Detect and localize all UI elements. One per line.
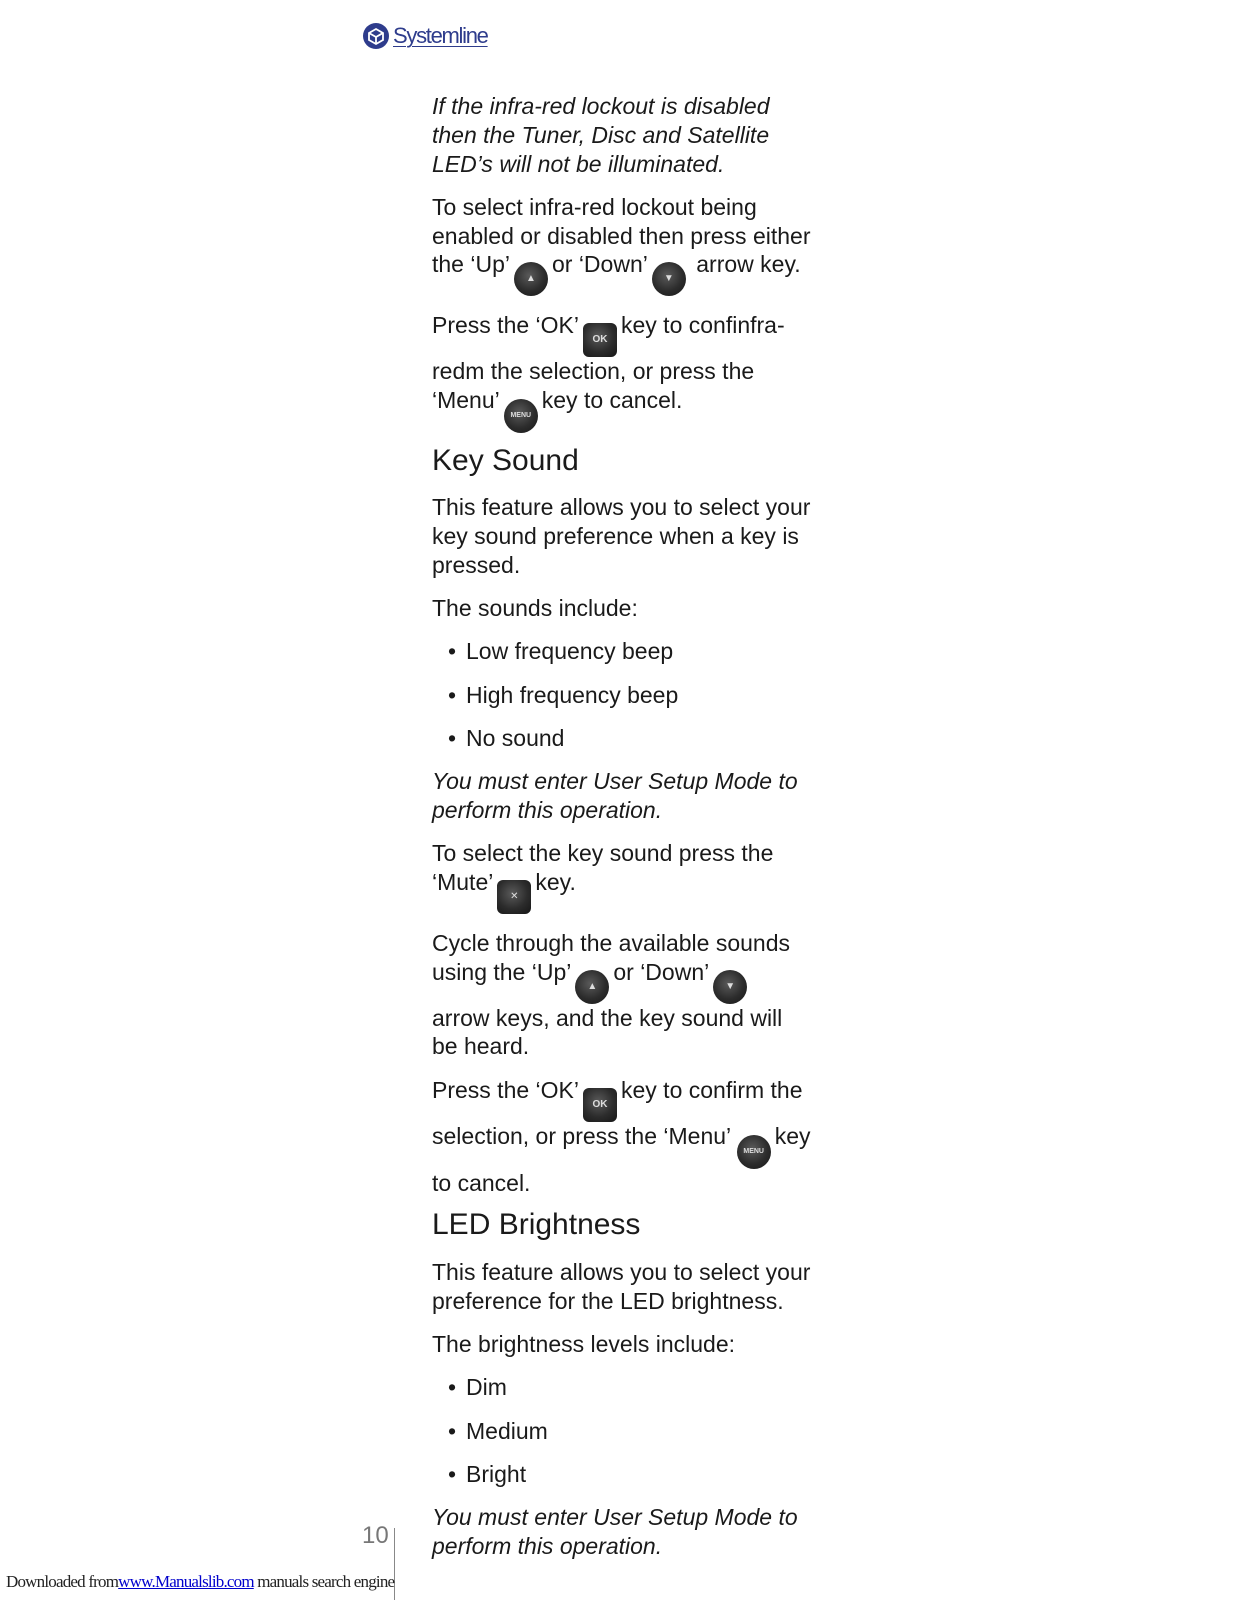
ok-key-icon: OK	[583, 1088, 617, 1122]
key-sound-confirm-paragraph: Press the ‘OK’OKkey to confirm the selection, or press the ‘Menu’ MENUkey to cancel.	[432, 1076, 811, 1196]
list-item: • Dim	[448, 1374, 507, 1401]
up-arrow-key-icon: ▲	[514, 262, 548, 296]
down-arrow-key-icon: ▼	[713, 970, 747, 1004]
mute-paragraph: To select the key sound press the ‘Mute’✕key.	[432, 839, 812, 914]
led-note: You must enter User Setup Mode to perform this operation.	[432, 1504, 798, 1560]
list-item: • Medium	[448, 1417, 548, 1444]
menu-key-icon: MENU	[504, 399, 538, 433]
ok-key-icon: OK	[583, 323, 617, 357]
key-sound-note: You must enter User Setup Mode to perform this operation.	[432, 768, 798, 824]
down-arrow-key-icon: ▼	[652, 262, 686, 296]
up-arrow-key-icon: ▲	[575, 970, 609, 1004]
ir-select-paragraph: To select infra-red lockout being enabled or disabled then press either the ‘Up’▲or ‘Down’▼ arrow key.	[432, 193, 812, 297]
list-item: • No sound	[448, 725, 565, 752]
ir-lockout-note: If the infra-red lockout is disabled then the Tuner, Disc and Satellite LED’s will not be illuminated.	[432, 93, 770, 177]
list-item: • Low frequency beep	[448, 638, 674, 665]
systemline-logo-icon	[362, 22, 390, 50]
key-sound-heading: Key Sound	[432, 443, 579, 477]
menu-key-icon: MENU	[737, 1135, 771, 1169]
led-intro: This feature allows you to select your preference for the LED brightness.	[432, 1258, 811, 1314]
key-sound-list-intro: The sounds include:	[432, 595, 638, 622]
page-number: 10	[362, 1522, 389, 1549]
page-content	[432, 92, 812, 1561]
ir-confirm-paragraph: Press the ‘OK’OKkey to confinfra-redm the selection, or press the ‘Menu’MENUkey to cancel.	[432, 311, 812, 433]
list-item: • High frequency beep	[448, 681, 679, 708]
led-brightness-heading: LED Brightness	[432, 1208, 641, 1242]
key-sound-intro: This feature allows you to select your key sound preference when a key is pressed.	[432, 494, 811, 578]
brand-logo	[362, 20, 488, 52]
list-item: • Bright	[448, 1460, 527, 1487]
led-level-list	[432, 1373, 812, 1488]
led-list-intro: The brightness levels include:	[432, 1331, 735, 1358]
brand-name: Systemline	[393, 23, 488, 48]
download-source-line: Downloaded fromwww.Manualslib.com manuals search engine	[6, 1572, 395, 1591]
key-sound-list	[432, 637, 812, 752]
mute-key-icon: ✕	[497, 880, 531, 914]
cycle-paragraph: Cycle through the available sounds using the ‘Up’▲or ‘Down’▼ arrow keys, and the key sound will be heard.	[432, 929, 791, 1060]
manualslib-link[interactable]: www.Manualslib.com	[118, 1572, 254, 1591]
